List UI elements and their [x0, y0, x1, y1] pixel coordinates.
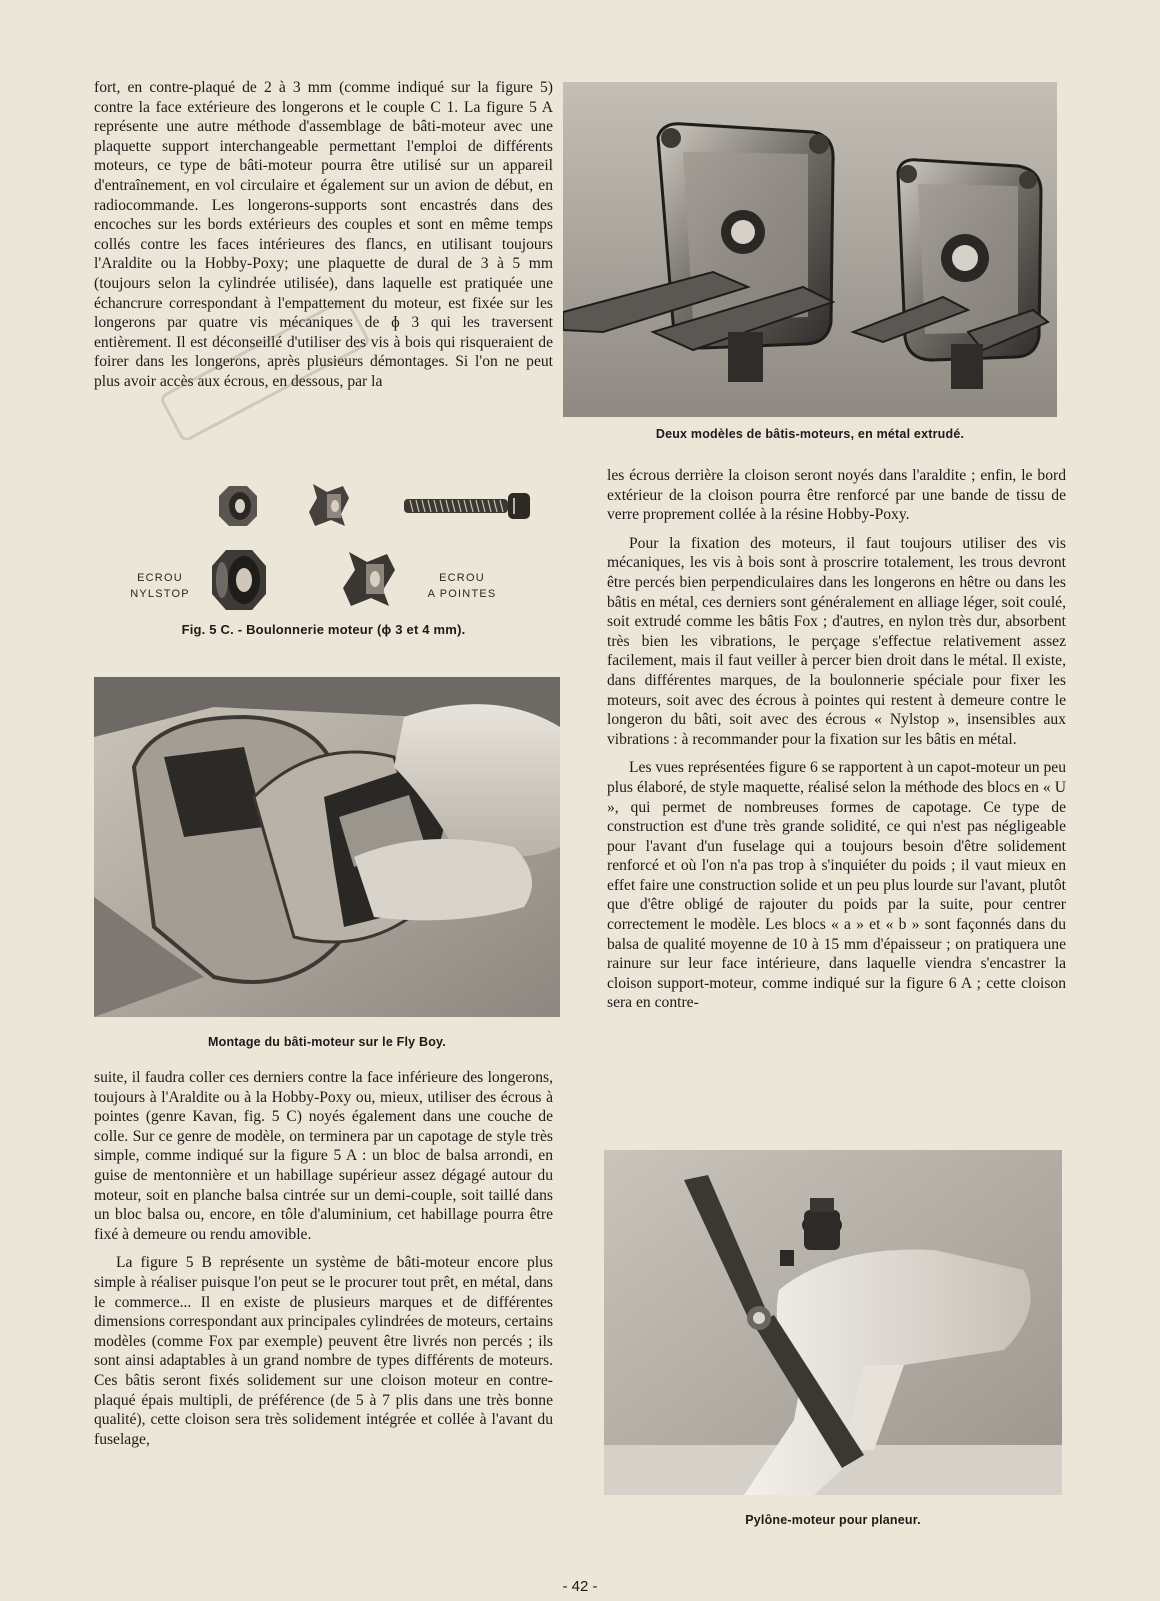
t-nut-label — [414, 570, 510, 602]
pylon-caption: Pylône-moteur pour planeur. — [745, 1513, 921, 1527]
nylstop-label — [122, 570, 198, 602]
engine-mounts-photo — [563, 82, 1057, 417]
hardware-figure — [94, 470, 553, 640]
right-column-text — [607, 466, 1066, 1013]
pylon-photo — [604, 1150, 1062, 1495]
nylstop-label-line-1: ECROU — [137, 572, 183, 584]
nut-small-icon — [219, 486, 257, 526]
paragraph: les écrous derrière la cloison seront noyés dans l'araldite ; enfin, le bord extérieur de la cloison pourra être renforcé par une bande de tissu de verre proprement collée à la résine Hobby-Poxy. — [607, 467, 1066, 524]
left-column-bottom-text — [94, 1068, 553, 1449]
t-nut-large-icon — [343, 552, 395, 606]
engine-mounts-caption: Deux modèles de bâtis-moteurs, en métal extrudé. — [655, 427, 965, 441]
paragraph: La figure 5 B représente un système de bâti-moteur encore plus simple à réaliser puisque l'on peut se le procurer tout prêt, en métal, dans le commerce... Il en existe de plusieurs marques et de différentes dimensions correspondant aux principales cylindrées de moteurs, certains modèles (comme Fox par exemple) peuvent être livrés non percés ; ils sont ainsi adaptables à un grand nombre de types différents de moteurs. Ces bâtis seront fixés solidement sur une cloison moteur en contre-plaqué épais multipli, de préférence (de 5 à 7 plis dans une très bonne qualité), cette cloison sera très solidement intégrée et collée à l'avant du fuselage, — [94, 1254, 554, 1448]
paragraph: fort, en contre-plaqué de 2 à 3 mm (comme indiqué sur la figure 5) contre la face extérieure des longerons et le couple C 1. La figure 5 A représente une autre méthode d'assemblage de bâti-moteur avec une plaquette support interchangeable permettant l'emploi de différents moteurs, ce type de bâti-moteur pourra être utilisé sur un appareil d'entraînement, en vol circulaire et également sur un avion de début, en radiocommande. Les longerons-supports sont encastrés dans des encoches sur les bords extérieurs des couples et sont en même temps collés contre les faces intérieures des flancs, en utilisant toujours l'Araldite ou la Hobby-Poxy; une plaquette de dural de 3 à 5 mm (toujours selon la cylindrée utilisée), dans laquelle est pratiquée une échancrure correspondant à l'empattement du moteur, est fixée sur les longerons par quatre vis mécaniques de ɸ 3 qui les traversent entièrement. Il est déconseillé d'utiliser des vis à bois qui risqueraient de foirer dans les longerons, après plusieurs démontages. Si l'on ne peut plus avoir accès aux écrous, en dessous, par la — [94, 79, 553, 390]
bolt-icon — [404, 493, 530, 519]
t-nut-small-icon — [309, 484, 349, 526]
nylstop-label-line-2: NYLSTOP — [130, 588, 190, 600]
hardware-caption: Fig. 5 C. - Boulonnerie moteur (ɸ 3 et 4 mm). — [181, 622, 466, 637]
paragraph: suite, il faudra coller ces derniers contre la face inférieure des longerons, toujours à l'Araldite ou à la Hobby-Poxy ou, mieux, utiliser des écrous à pointes (genre Kavan, fig. 5 C) noyés également dans une couche de colle. Sur ce genre de modèle, on terminera par un capotage de style très simple, comme indiqué sur la figure 5 A : un bloc de balsa arrondi, en guise de mentonnière et un habillage supérieur assez dégagé autour du moteur, soit en planche balsa cintrée sur un demi-couple, soit taillé dans un bloc balsa ou, encore, en tôle d'aluminium, cet habillage pourra être fixé à demeure ou rendu amovible. — [94, 1069, 553, 1243]
page-number: - 42 - — [562, 1578, 598, 1595]
pylon-photo-image — [604, 1150, 1062, 1495]
t-nut-label-line-1: ECROU — [439, 572, 485, 584]
left-column-top-text — [94, 78, 553, 392]
nylstop-nut-icon — [212, 550, 266, 610]
fly-boy-photo — [94, 677, 560, 1017]
fly-boy-caption: Montage du bâti-moteur sur le Fly Boy. — [208, 1035, 446, 1049]
paragraph: Pour la fixation des moteurs, il faut toujours utiliser des vis mécaniques, les vis à bois sont à proscrire totalement, les trous devront être percés bien perpendiculaires dans les longerons en hêtre ou dans les bâtis en métal, ces derniers sont généralement en alliage léger, soit coulé, soit extrudé comme les bâtis Fox ; d'autres, en nylon très dur, absorbent très bien les vibrations, le perçage s'effectue relativement assez facilement, mais il faut veiller à percer bien droit dans le métal. Il existe, dans différentes marques, de la boulonnerie spéciale pour fixer les moteurs, soit avec des écrous à pointes qui restent à demeure contre le longeron du bâti, soit avec des écrous « Nylstop », insensibles aux vibrations : à recommander pour la fixation sur les bâtis en métal. — [607, 534, 1066, 748]
t-nut-label-line-2: A POINTES — [427, 588, 497, 600]
engine-mounts-photo-image — [563, 82, 1057, 417]
fly-boy-photo-image — [94, 677, 560, 1017]
paragraph: Les vues représentées figure 6 se rapportent à un capot-moteur un peu plus élaboré, de style maquette, réalisé selon la méthode des blocs en « U », qui permet de nombreuses formes de capotage. Ce type de construction est d'une très grande solidité, ce qui n'est pas négligeable pour l'avant d'un fuselage qui a toujours besoin d'être solidement renforcé et où l'on n'a pas trop à s'inquiéter du poids ; il vaut mieux en effet faire une construction solide et un peu plus lourde sur l'avant, plutôt que d'être obligé de rajouter du poids par la suite, pour centrer correctement le modèle. Les blocs « a » et « b » sont façonnés dans du balsa de qualité moyenne de 10 à 15 mm d'épaisseur ; on pratiquera une rainure sur leur face intérieure, dans laquelle viendra s'encastrer la cloison support-moteur, comme indiqué sur la figure 6 A ; cette cloison sera en contre- — [607, 759, 1066, 1012]
